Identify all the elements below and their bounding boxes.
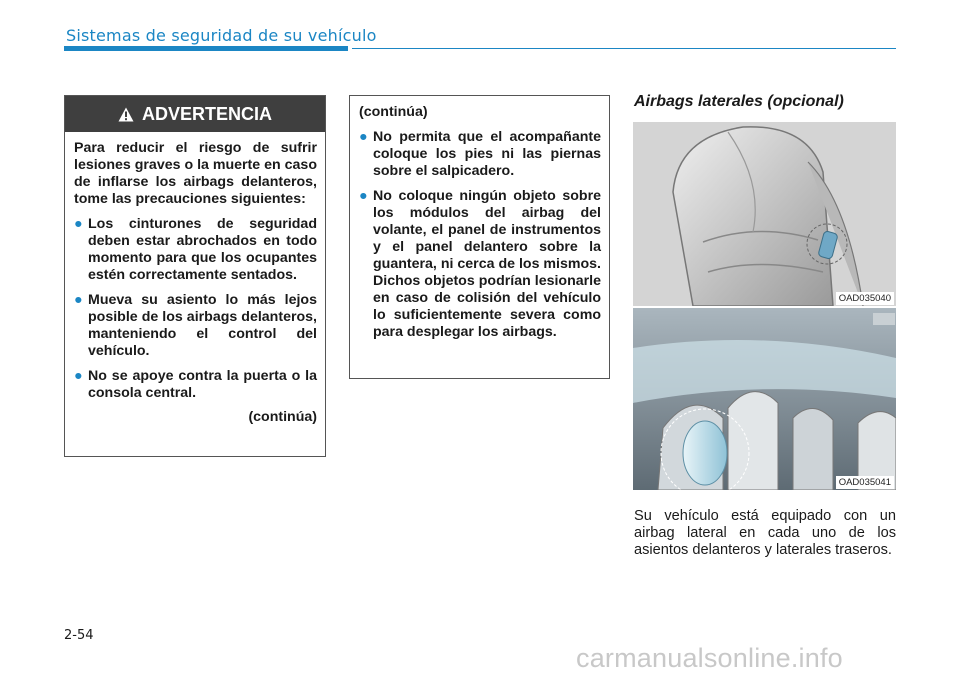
warning-body [65, 132, 325, 426]
image-code: OAD035041 [836, 476, 894, 489]
bullet-dot-icon: ● [359, 129, 368, 145]
side-airbags-description: Su vehículo está equipado con un airbag lateral en cada uno de los asientos delanteros y laterales traseros. [634, 508, 896, 558]
warning-triangle-icon [118, 107, 134, 122]
section-title: Sistemas de seguridad de su vehículo [66, 26, 377, 45]
continues-label: (continúa) [248, 409, 317, 425]
warning-box [64, 95, 326, 457]
warning-intro: Para reducir el riesgo de sufrir lesiones graves o la muerte en caso de inflarse los airbags delanteros, tome las precauciones siguientes: [74, 140, 317, 207]
warning-heading: ADVERTENCIA [141, 103, 272, 124]
continued-box [349, 95, 610, 379]
warning-header [65, 96, 325, 132]
header-rule [352, 48, 896, 49]
header-rule-accent [64, 46, 348, 51]
seat-airbag-image [633, 122, 896, 306]
bullet-dot-icon: ● [359, 188, 368, 204]
image-code: OAD035040 [836, 292, 894, 305]
bullet-dot-icon: ● [74, 368, 83, 384]
side-airbag-deploy-image [633, 308, 896, 490]
list-item: ● Los cinturones de seguridad deben estar abrochados en todo momento para que los ocupantes estén correctamente sentados. [74, 216, 317, 283]
continued-list [359, 129, 601, 341]
list-item: ● Mueva su asiento lo más lejos posible de los airbags delanteros, manteniendo el control del vehículo. [74, 292, 317, 359]
bullet-dot-icon: ● [74, 216, 83, 232]
cabin-illustration [633, 308, 896, 490]
seat-illustration [633, 122, 896, 306]
list-item: ● No se apoye contra la puerta o la consola central. [74, 368, 317, 401]
side-airbags-title: Airbags laterales (opcional) [634, 93, 844, 110]
watermark: carmanualsonline.info [576, 643, 843, 673]
list-item: ● No permita que el acompañante coloque los pies ni las piernas sobre el salpicadero. [359, 129, 601, 179]
continued-label: (continúa) [359, 104, 428, 120]
page-number: 2-54 [64, 628, 94, 643]
warning-list [74, 216, 317, 402]
bullet-dot-icon: ● [74, 292, 83, 308]
list-item: ● No coloque ningún objeto sobre los módulos del airbag del volante, el panel de instrumentos y el panel delantero sobre la guantera, ni cerca de los mismos. Dichos objetos podrían lesionarle en caso de colisión del vehículo lo suficientemente severa como para desplegar los airbags. [359, 188, 601, 340]
